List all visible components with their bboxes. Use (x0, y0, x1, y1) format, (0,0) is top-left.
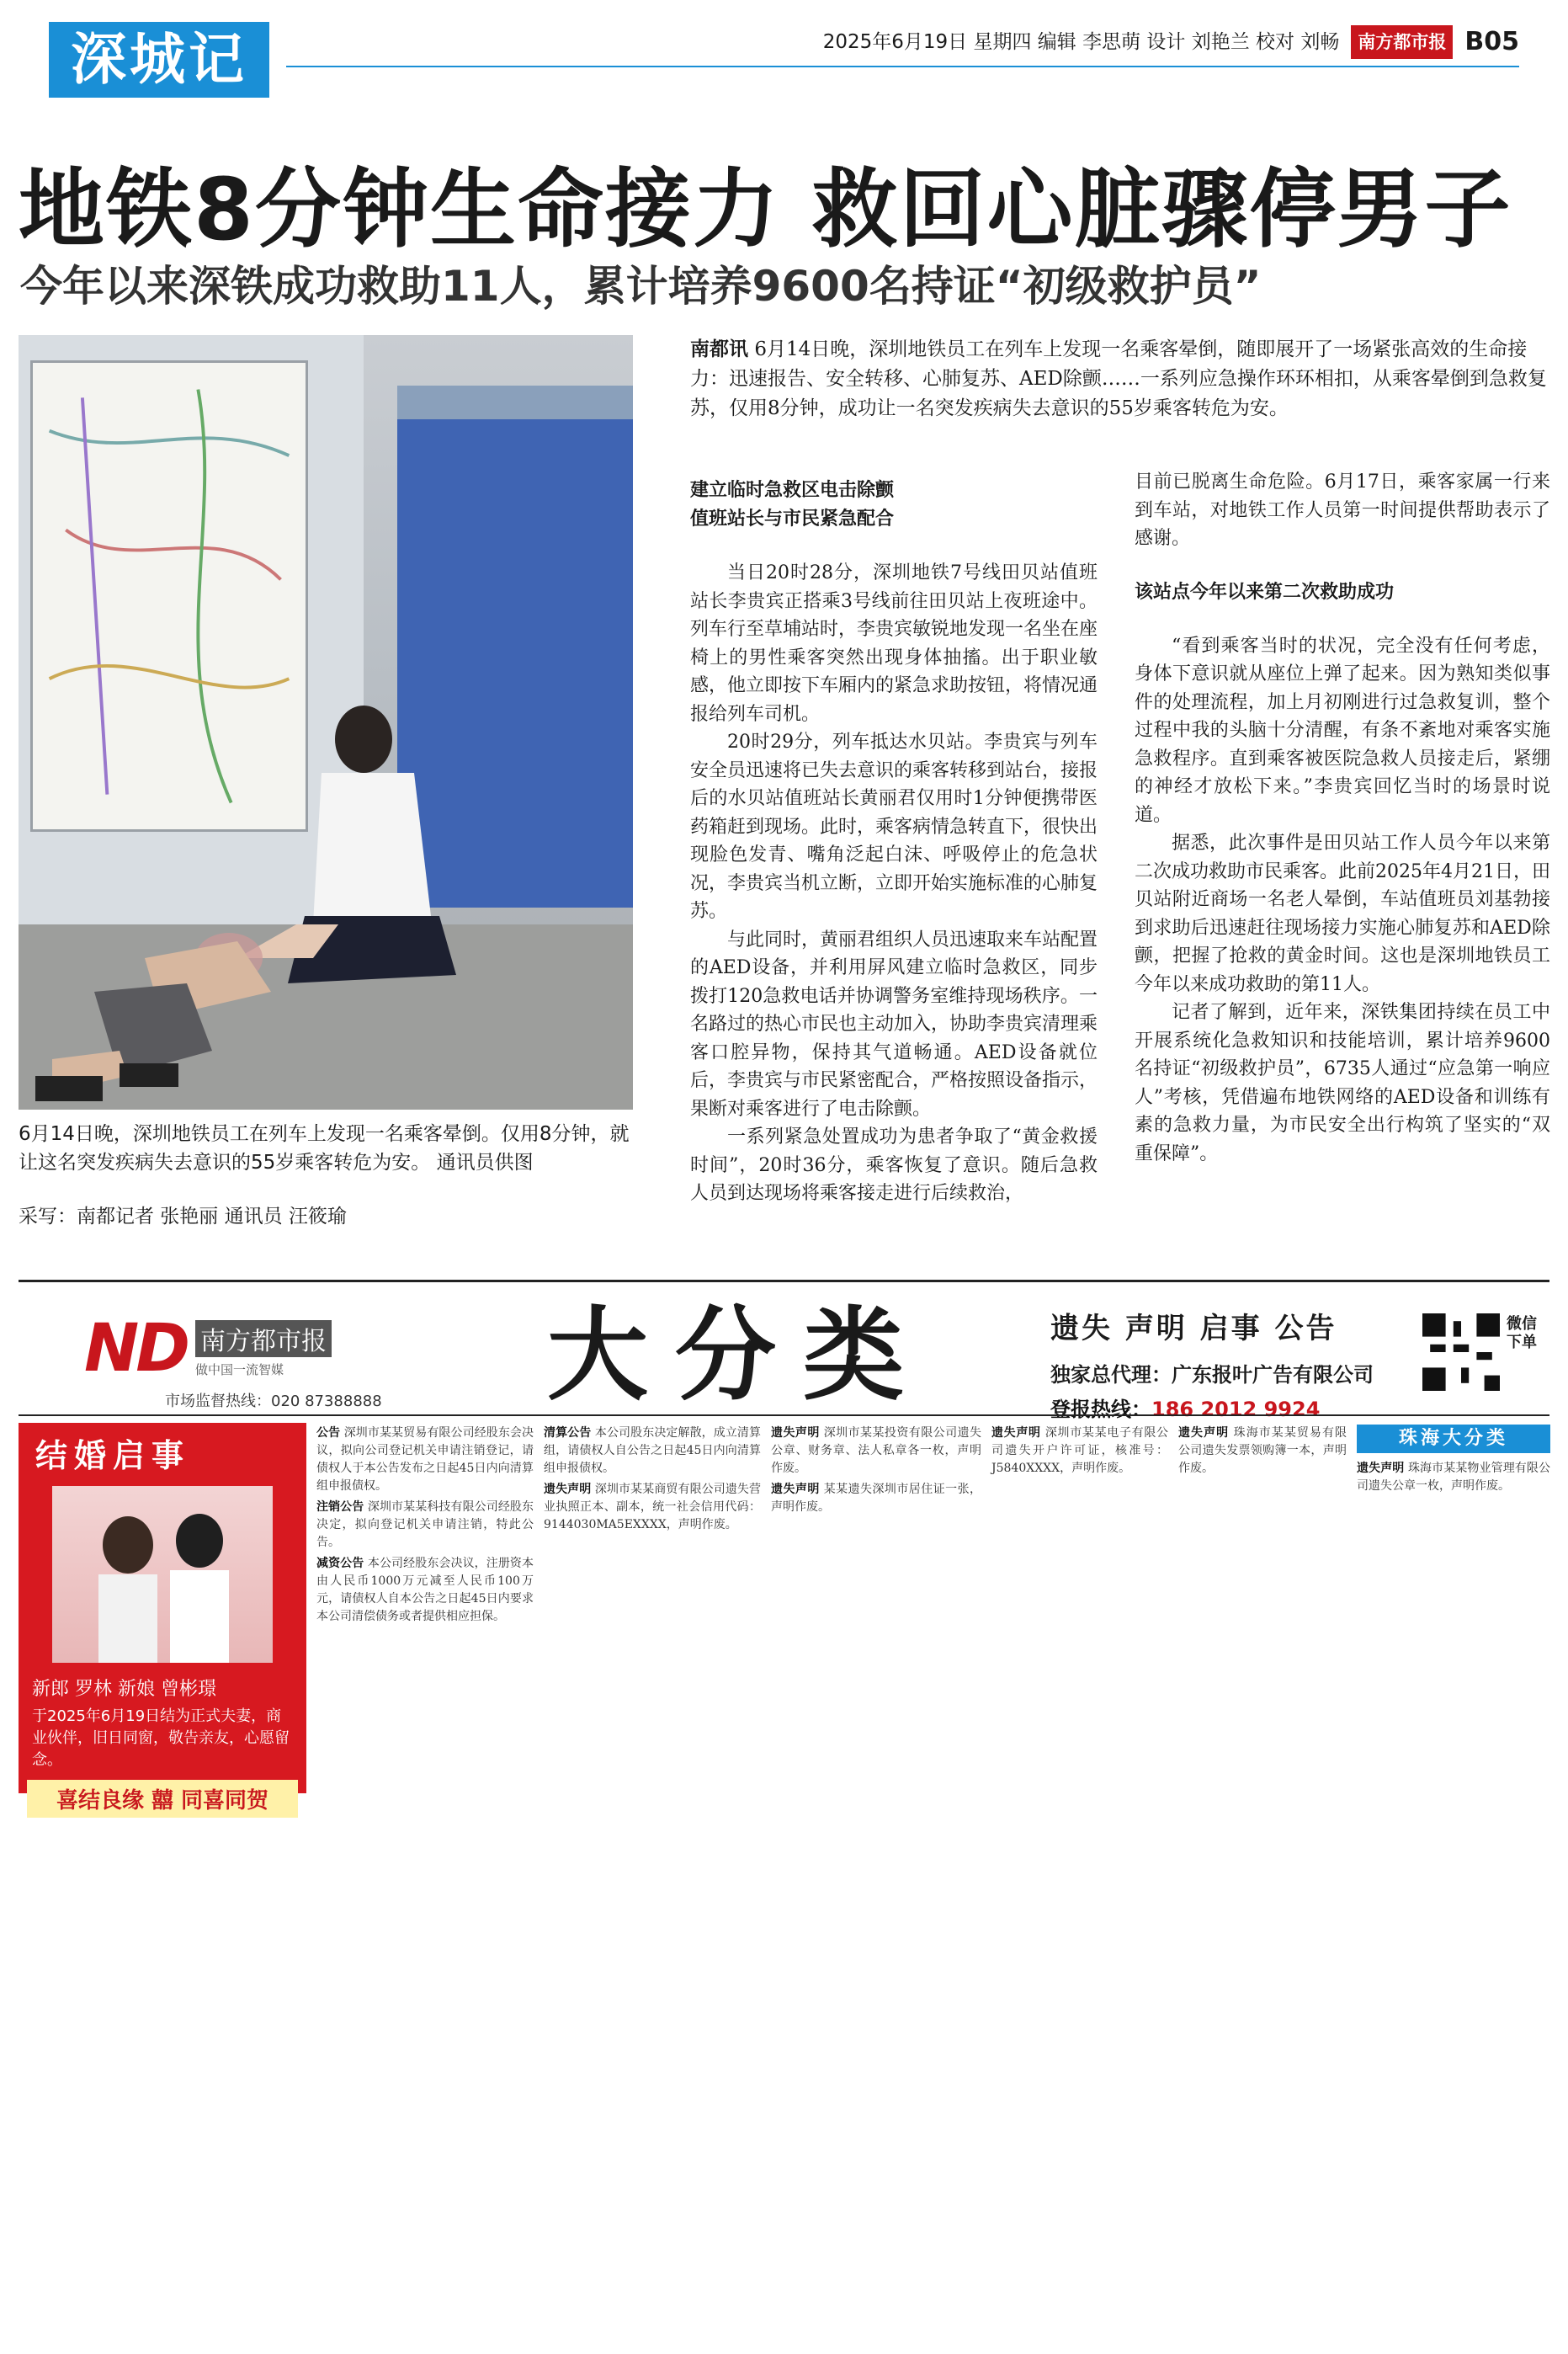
paragraph: 一系列紧急处置成功为患者争取了“黄金救援时间”，20时36分，乘客恢复了意识。随后急救人员到达现场将乘客接走进行后续救治， (690, 1126, 1098, 1204)
col2-heading: 该站点今年以来第二次救助成功 (1135, 581, 1395, 603)
zhuhai-classified-heading: 珠海大分类 (1357, 1425, 1550, 1453)
subheadline: 今年以来深铁成功救助11人，累计培养9600名持证“初级救护员” (20, 262, 1262, 311)
classified-title: 大分类 (547, 1296, 931, 1414)
wedding-text: 于2025年6月19日结为正式夫妻，商业伙伴，旧日同窗，敬告亲友，心愿留念。 (32, 1707, 290, 1769)
notice: 注销公告 深圳市某某科技有限公司经股东决定，拟向登记机关申请注销，特此公告。 (316, 1500, 534, 1549)
paragraph: “看到乘客当时的状况，完全没有任何考虑，身体下意识就从座位上弹了起来。因为熟知类似事件的处理流程，加上月初刚进行过急救复训，整个过程中我的头脑十分清醒，有条不紊地对乘客实施急救程序。直到乘客被医院急救人员接走后，紧绷的神经才放松下来。”李贵宾回忆当时的场景时说道。 (1135, 635, 1550, 826)
wedding-blessing: 喜结良缘 囍 同喜同贺 (27, 1780, 298, 1818)
wedding-names: 新郎 罗林 新娘 曾彬璟 (32, 1679, 216, 1700)
notice: 遗失声明 深圳市某某电子有限公司遗失开户许可证，核准号：J5840XXXX，声明作废。 (991, 1426, 1169, 1475)
newspaper-logo (84, 1307, 463, 1391)
notice: 遗失声明 珠海市某某贸易有限公司遗失发票领购簿一本，声明作废。 (1178, 1426, 1347, 1475)
notice: 遗失声明 深圳市某某商贸有限公司遗失营业执照正本、副本，统一社会信用代码：9144030MA5EXXXX，声明作废。 (544, 1483, 762, 1531)
classified-column-2 (544, 1425, 761, 2334)
market-hotline: 市场监督热线：020 87388888 (165, 1393, 382, 1410)
paragraph: 20时29分，列车抵达水贝站。李贵宾与列车安全员迅速将已失去意识的乘客转移到站台，接报后的水贝站值班站长黄丽君仅用时1分钟便携带医药箱赶到现场。此时，乘客病情急转直下，很快出现脸色发青、嘴角泛起白沫、呼吸停止的危急状况，李贵宾当机立断，立即开始实施标准的心肺复苏。 (690, 732, 1098, 922)
folio (823, 25, 1519, 59)
notice: 遗失声明 某某遗失深圳市居住证一张，声明作废。 (771, 1483, 982, 1514)
classified-info (1050, 1305, 1421, 1422)
byline: 采写：南都记者 张艳丽 通讯员 汪筱瑜 (19, 1206, 347, 1228)
classified-categories: 遗失 声明 启事 公告 (1050, 1312, 1337, 1345)
rescue-scene-figures (19, 335, 633, 1110)
wedding-title: 结婚启事 (35, 1437, 191, 1474)
wedding-announcement (19, 1423, 306, 1813)
phone-number: 186 2012 9924 (1151, 1398, 1321, 1421)
section-tag: 深城记 (49, 22, 269, 98)
qr-caption: 微信下单 (1507, 1315, 1537, 1351)
classified-phone-line (1050, 1393, 1421, 1422)
lead-label: 南都讯 (690, 338, 748, 360)
phone-label: 登报热线： (1050, 1398, 1151, 1421)
article-column-2 (1135, 468, 1550, 1168)
lead-paragraph (690, 335, 1549, 423)
classified-column-zhuhai (1357, 1460, 1550, 2335)
classified-column-5 (1178, 1425, 1347, 2334)
page-number: B05 (1464, 27, 1519, 56)
folio-text: 2025年6月19日 星期四 编辑 李思萌 设计 刘艳兰 校对 刘畅 (822, 31, 1340, 53)
notice: 公告 深圳市某某贸易有限公司经股东会决议，拟向公司登记机关申请注销登记，请债权人于本公告发布之日起45日内向清算组申报债权。 (316, 1426, 534, 1493)
paragraph: 记者了解到，近年来，深铁集团持续在员工中开展系统化急救知识和技能培训，累计培养9600名持证“初级救护员”，6735人通过“应急第一响应人”考核，凭借遍布地铁网络的AED设备和训练有素的急救力量，为市民安全出行构筑了坚实的“双重保障”。 (1135, 1002, 1550, 1164)
headline: 地铁8分钟生命接力 救回心脏骤停男子 (19, 160, 1512, 260)
classified-agent: 独家总代理：广东报叶广告有限公司 (1050, 1363, 1374, 1387)
news-photo (19, 335, 633, 1110)
notice: 遗失声明 深圳市某某投资有限公司遗失公章、财务章、法人私章各一枚，声明作废。 (771, 1426, 982, 1475)
logo-slogan: 做中国一流智媒 (195, 1361, 284, 1377)
notice: 清算公告 本公司股东决定解散，成立清算组，请债权人自公告之日起45日内向清算组申报债权。 (544, 1426, 762, 1475)
notice: 减资公告 本公司经股东会决议，注册资本由人民币1000万元减至人民币100万元，请债权人自本公告之日起45日内要求本公司清偿债务或者提供相应担保。 (316, 1557, 534, 1623)
brand-badge: 南方都市报 (1351, 25, 1453, 59)
paragraph: 据悉，此次事件是田贝站工作人员今年以来第二次成功救助市民乘客。此前2025年4月21日，田贝站附近商场一名老人晕倒，车站值班员刘基勃接到求助后迅速赶往现场接力实施心肺复苏和AED除颤，把握了抢救的黄金时间。这也是深圳地铁员工今年以来成功救助的第11人。 (1135, 833, 1550, 995)
qr-code-icon[interactable] (1422, 1313, 1500, 1391)
classified-column-4 (991, 1425, 1168, 2334)
classified-divider (19, 1414, 1549, 1416)
article-column-1 (690, 471, 1098, 1208)
paragraph: 当日20时28分，深圳地铁7号线田贝站值班站长李贵宾正搭乘3号线前往田贝站上夜班途中。列车行至草埔站时，李贵宾敏锐地发现一名坐在座椅上的男性乘客突然出现身体抽搐。出于职业敏感，他立即按下车厢内的紧急求助按钮，将情况通报给列车司机。 (690, 562, 1098, 725)
wedding-photo (52, 1486, 273, 1663)
header-rule (286, 66, 1519, 67)
logo-name: 南方都市报 (195, 1320, 332, 1357)
logo-mark: ND (84, 1311, 188, 1387)
classified-column-3 (771, 1425, 981, 2334)
paragraph-continued: 目前已脱离生命危险。6月17日，乘客家属一行来到车站，对地铁工作人员第一时间提供帮助表示了感谢。 (1135, 471, 1550, 549)
col1-heading: 建立临时急救区电击除颤 值班站长与市民紧急配合 (690, 480, 895, 530)
notice: 遗失声明 珠海市某某物业管理有限公司遗失公章一枚，声明作废。 (1357, 1462, 1551, 1493)
photo-caption: 6月14日晚，深圳地铁员工在列车上发现一名乘客晕倒。仅用8分钟，就让这名突发疾病失去意识的55岁乘客转危为安。 通讯员供图 (19, 1123, 630, 1174)
paragraph: 与此同时，黄丽君组织人员迅速取来车站配置的AED设备，并利用屏风建立临时急救区，同步拨打120急救电话并协调警务室维持现场秩序。一名路过的热心市民也主动加入，协助李贵宾清理乘客口腔异物，保持其气道畅通。AED设备就位后，李贵宾与市民紧密配合，严格按照设备指示，果断对乘客进行了电击除颤。 (690, 929, 1098, 1120)
classified-top-rule (19, 1280, 1549, 1282)
lead-text: 6月14日晚，深圳地铁员工在列车上发现一名乘客晕倒，随即展开了一场紧张高效的生命接力：迅速报告、安全转移、心肺复苏、AED除颤……一系列应急操作环环相扣，从乘客晕倒到急救复苏，仅用8分钟，成功让一名突发疾病失去意识的55岁乘客转危为安。 (690, 338, 1547, 419)
couple-figures (52, 1486, 273, 1663)
classified-column-1 (316, 1425, 534, 2334)
